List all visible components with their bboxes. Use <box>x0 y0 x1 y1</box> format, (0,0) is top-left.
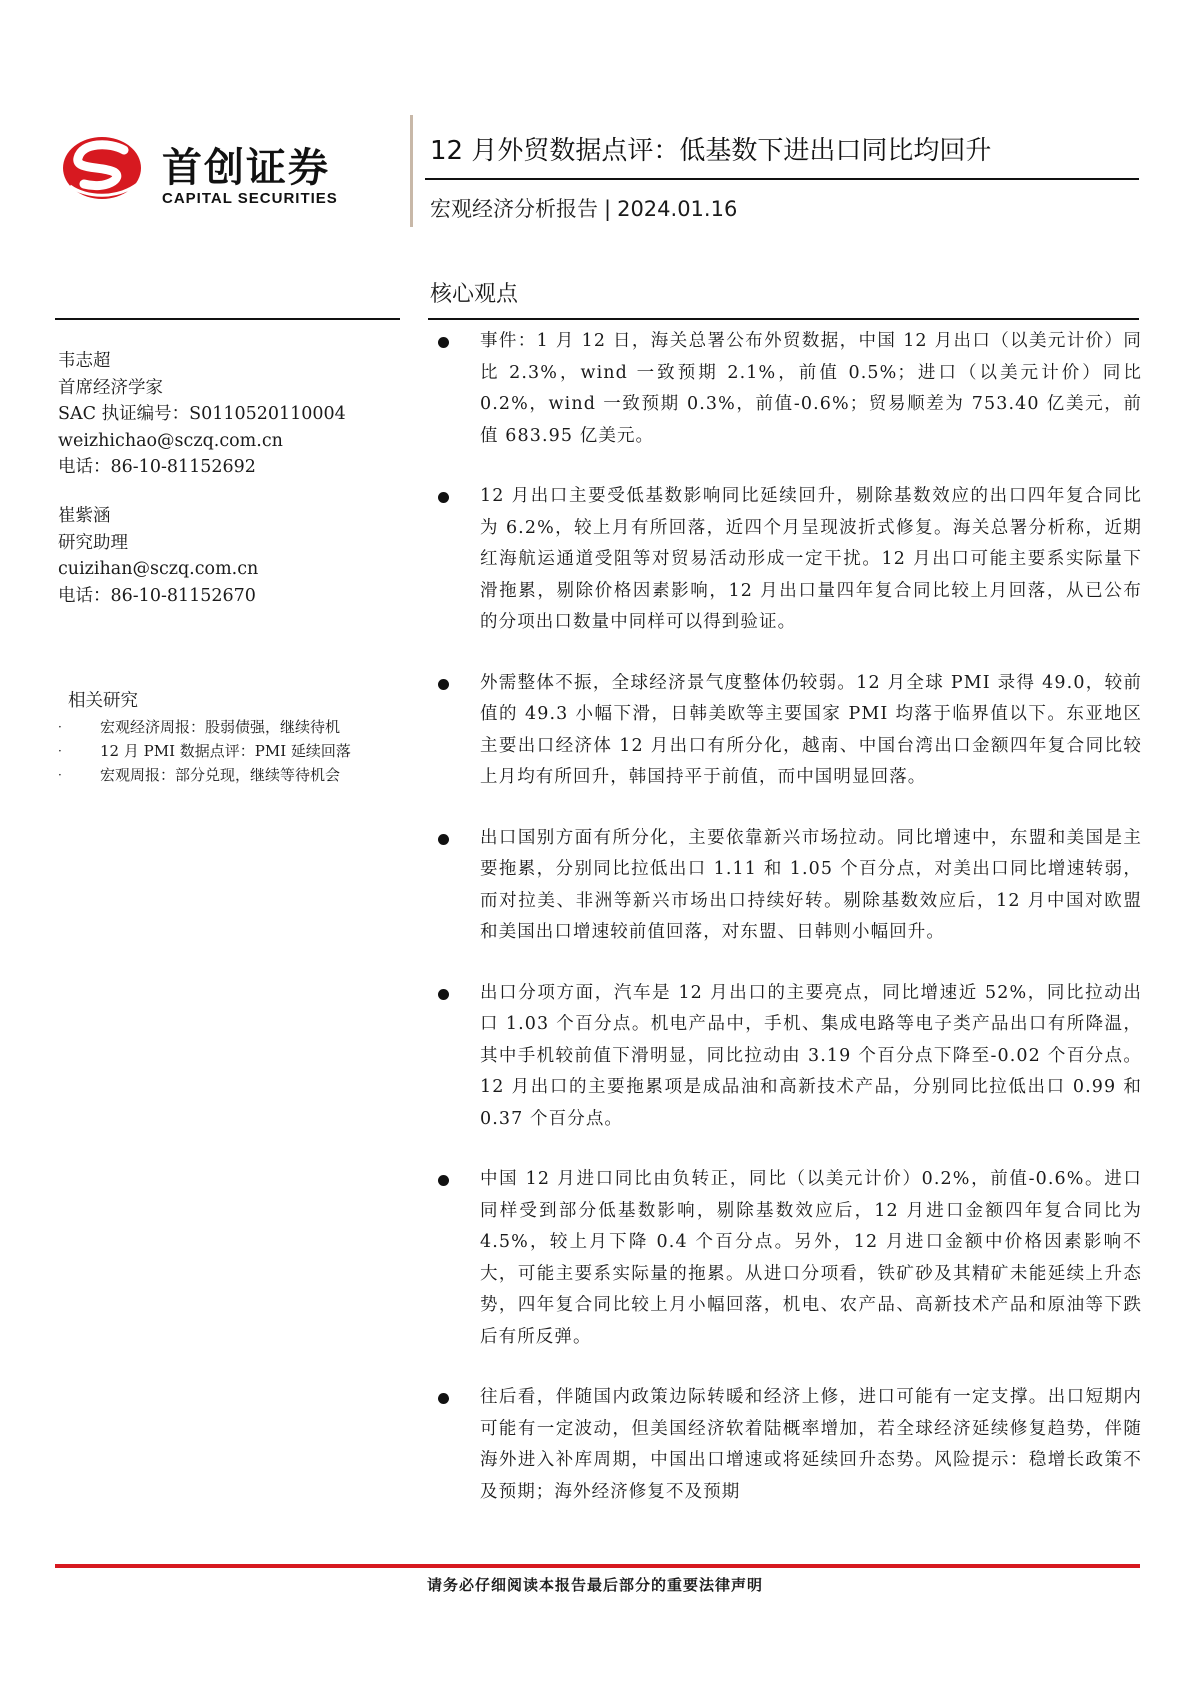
report-title: 12 月外贸数据点评：低基数下进出口同比均回升 <box>430 136 992 166</box>
core-view-text: 往后看，伴随国内政策边际转暖和经济上修，进口可能有一定支撑。出口短期内可能有一定波动，但美国经济软着陆概率增加，若全球经济延续修复趋势，伴随海外进入补库周期，中国出口增速或将延续回升态势。风险提示：稳增长政策不及预期；海外经济修复不及预期 <box>480 1387 1142 1502</box>
core-view-text: 外需整体不振，全球经济景气度整体仍较弱。12 月全球 PMI 录得 49.0，较前值的 49.3 小幅下滑，日韩美欧等主要国家 PMI 均落于临界值以下。东亚地区主要出口经济体 12 月出口有所分化，越南、中国台湾出口金额四年复合同比较上月均有所回升，韩国持平于前值，而中国明显回落。 <box>480 672 1142 787</box>
bullet-icon <box>438 492 449 503</box>
core-view-text: 事件：1 月 12 日，海关总署公布外贸数据，中国 12 月出口（以美元计价）同比 2.3%，wind 一致预期 2.1%，前值 0.5%；进口（以美元计价）同比 0.2%，wind 一致预期 0.3%，前值-0.6%；贸易顺差为 753.40 亿美元，前值 683.95 亿美元。 <box>480 331 1142 446</box>
author-phone: 电话：86-10-81152670 <box>58 585 256 606</box>
author-card <box>58 503 258 609</box>
core-view-item <box>428 668 1148 794</box>
author-card <box>58 348 346 481</box>
author-role: 研究助理 <box>58 532 128 553</box>
bullet-dot-icon: · <box>58 720 62 734</box>
core-view-text: 中国 12 月进口同比由负转正，同比（以美元计价）0.2%，前值-0.6%。进口同样受到部分低基数影响，剔除基数效应后，12 月进口金额四年复合同比为 4.5%，较上月下降 0.4 个百分点。另外，12 月进口金额中价格因素影响不大，可能主要系实际量的拖累。从进口分项看，铁矿砂及其精矿未能延续上升态势，四年复合同比较上月小幅回落，机电、农产品、高新技术产品和原油等下跌后有所反弹。 <box>480 1169 1142 1347</box>
core-view-item <box>428 1164 1148 1353</box>
related-item-title: 12 月 PMI 数据点评：PMI 延续回落 <box>100 742 351 760</box>
core-view-item <box>428 823 1148 949</box>
core-view-heading: 核心观点 <box>430 282 519 307</box>
author-role: 首席经济学家 <box>58 377 163 398</box>
author-email[interactable]: weizhichao@sczq.com.cn <box>58 430 283 451</box>
core-view-text: 出口分项方面，汽车是 12 月出口的主要亮点，同比增速近 52%，同比拉动出口 1.03 个百分点。机电产品中，手机、集成电路等电子类产品出口有所降温，其中手机较前值下滑明显，同比拉动由 3.19 个百分点下降至-0.02 个百分点。12 月出口的主要拖累项是成品油和高新技术产品，分别同比拉低出口 0.99 和 0.37 个百分点。 <box>480 982 1142 1129</box>
report-type: 宏观经济分析报告 <box>430 197 598 221</box>
core-view-item <box>428 1382 1148 1508</box>
report-date: 2024.01.16 <box>617 197 738 221</box>
bullet-icon <box>438 834 449 845</box>
bullet-icon <box>438 337 449 348</box>
author-cert: SAC 执证编号：S0110520110004 <box>58 404 346 424</box>
brand-logo <box>62 128 392 208</box>
sidebar-rule <box>55 318 400 320</box>
bullet-icon <box>438 679 449 690</box>
brand-name-cn: 首创证券 <box>162 145 330 191</box>
bullet-dot-icon: · <box>58 744 62 758</box>
content-rule <box>428 318 1139 320</box>
core-view-item <box>428 326 1148 452</box>
related-research-heading: 相关研究 <box>68 691 138 711</box>
core-view-item <box>428 481 1148 639</box>
author-name: 韦志超 <box>58 351 111 371</box>
author-name: 崔紫涵 <box>58 506 111 526</box>
related-item-title: 宏观周报：部分兑现，继续等待机会 <box>100 766 341 784</box>
author-phone: 电话：86-10-81152692 <box>58 457 256 477</box>
capital-securities-logo-icon <box>62 128 146 208</box>
core-view-text: 12 月出口主要受低基数影响同比延续回升，剔除基数效应的出口四年复合同比为 6.2%，较上月有所回落，近四个月呈现波折式修复。海关总署分析称，近期红海航运通道受阻等对贸易活动形成一定干扰。12 月出口可能主要系实际量下滑拖累，剔除价格因素影响，12 月出口量四年复合同比较上月回落，从已公布的分项出口数量中同样可以得到验证。 <box>480 486 1142 632</box>
bullet-icon <box>438 1393 449 1404</box>
footer-rule <box>55 1564 1140 1568</box>
subtitle-separator: | <box>604 197 612 221</box>
core-view-text: 出口国别方面有所分化，主要依靠新兴市场拉动。同比增速中，东盟和美国是主要拖累，分别同比拉低出口 1.11 和 1.05 个百分点，对美出口同比增速转弱，而对拉美、非洲等新兴市场出口持续好转。剔除基数效应后，12 月中国对欧盟和美国出口增速较前值回落，对东盟、日韩则小幅回升。 <box>480 827 1142 942</box>
bullet-icon <box>438 989 449 1000</box>
legal-disclaimer: 请务必仔细阅读本报告最后部分的重要法律声明 <box>426 1576 763 1594</box>
related-item-title: 宏观经济周报：股弱债强，继续待机 <box>100 718 341 736</box>
brand-name-en: CAPITAL SECURITIES <box>162 190 338 207</box>
core-view-item <box>428 978 1148 1136</box>
report-subtitle <box>430 193 737 223</box>
bullet-dot-icon: · <box>58 768 62 782</box>
author-email[interactable]: cuizihan@sczq.com.cn <box>58 559 259 579</box>
header-divider <box>410 115 413 227</box>
core-view-list <box>428 326 1148 1508</box>
title-rule <box>425 178 1139 180</box>
bullet-icon <box>438 1175 449 1186</box>
